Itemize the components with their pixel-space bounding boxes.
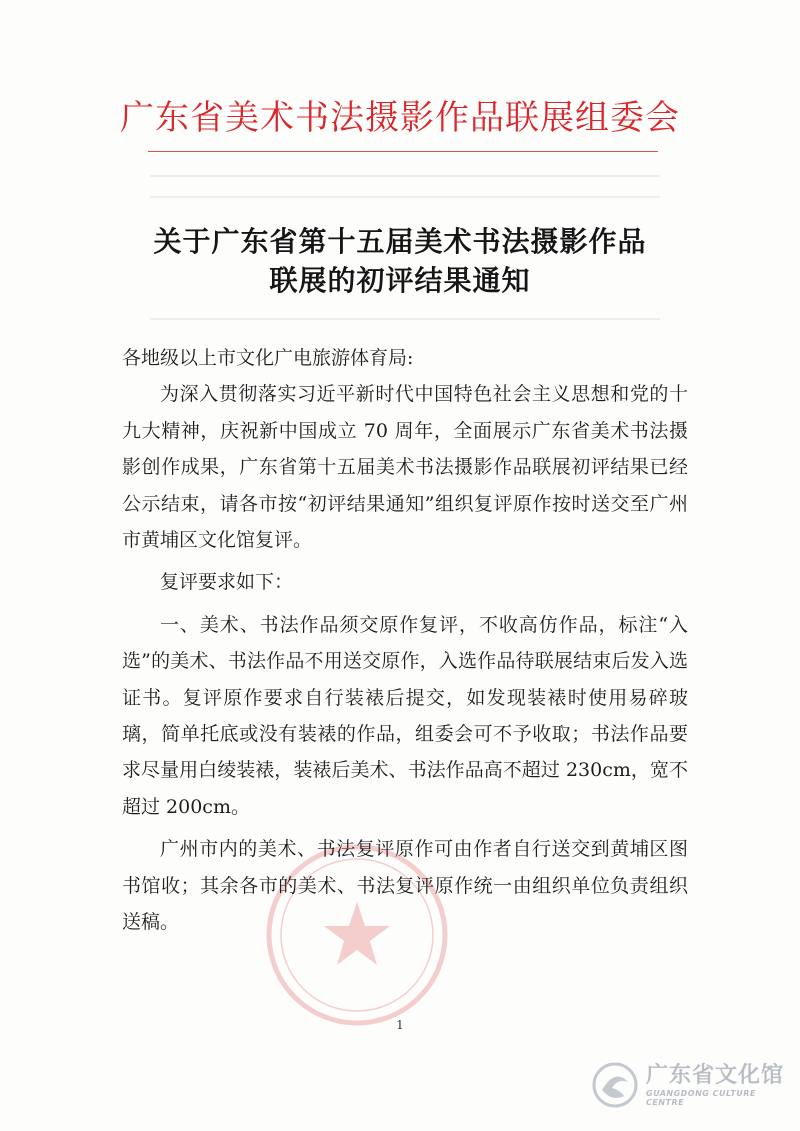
document-title-line-2: 联展的初评结果通知 [269,264,531,297]
paragraph: 一、美术、书法作品须交原作复评，不收高仿作品，标注“入选”的美术、书法作品不用送交原作，入选作品待联展结束后发入选证书。复评原作要求自行装裱后提交，如发现装裱时使用易碎玻璃，简单托底或没有装裱的作品，组委会可不予收取；书法作品要求尽量用白绫装裱，装裱后美术、书法作品高不超过 230cm，宽不超过 200cm。 [122,613,688,818]
salutation: 各地级以上市文化广电旅游体育局: [122,347,414,369]
document-title-line-1: 关于广东省第十五届美术书法摄影作品 [153,225,647,258]
page-number: 1 [396,1018,404,1032]
document-body [122,340,688,941]
watermark-name-en: GUANGDONG CULTURE CENTRE [646,1089,756,1107]
culture-centre-logo-icon [590,1060,640,1110]
watermark-name-cn: 广东省文化馆 [646,1063,785,1088]
letterhead: 广东省美术书法摄影作品联展组委会 [120,98,680,138]
show-through-line [150,196,660,198]
paragraph: 广州市内的美术、书法复评原作可由作者自行送交到黄埔区图书馆收；其余各市的美术、书法复评原作统一由组织单位负责组织送稿。 [122,838,688,934]
paragraph: 复评要求如下： [160,571,294,594]
paragraph: 为深入贯彻落实习近平新时代中国特色社会主义思想和党的十九大精神，庆祝新中国成立 70 周年，全面展示广东省美术书法摄影创作成果，广东省第十五届美术书法摄影作品联展初评结果已经公示结束，请各市按“初评结果通知”组织复评原作按时送交至广州市黄埔区文化馆复评。 [122,383,688,552]
watermark [590,1055,790,1115]
show-through-line [150,318,660,320]
show-through-line [150,175,660,177]
letterhead-rule [148,151,658,152]
